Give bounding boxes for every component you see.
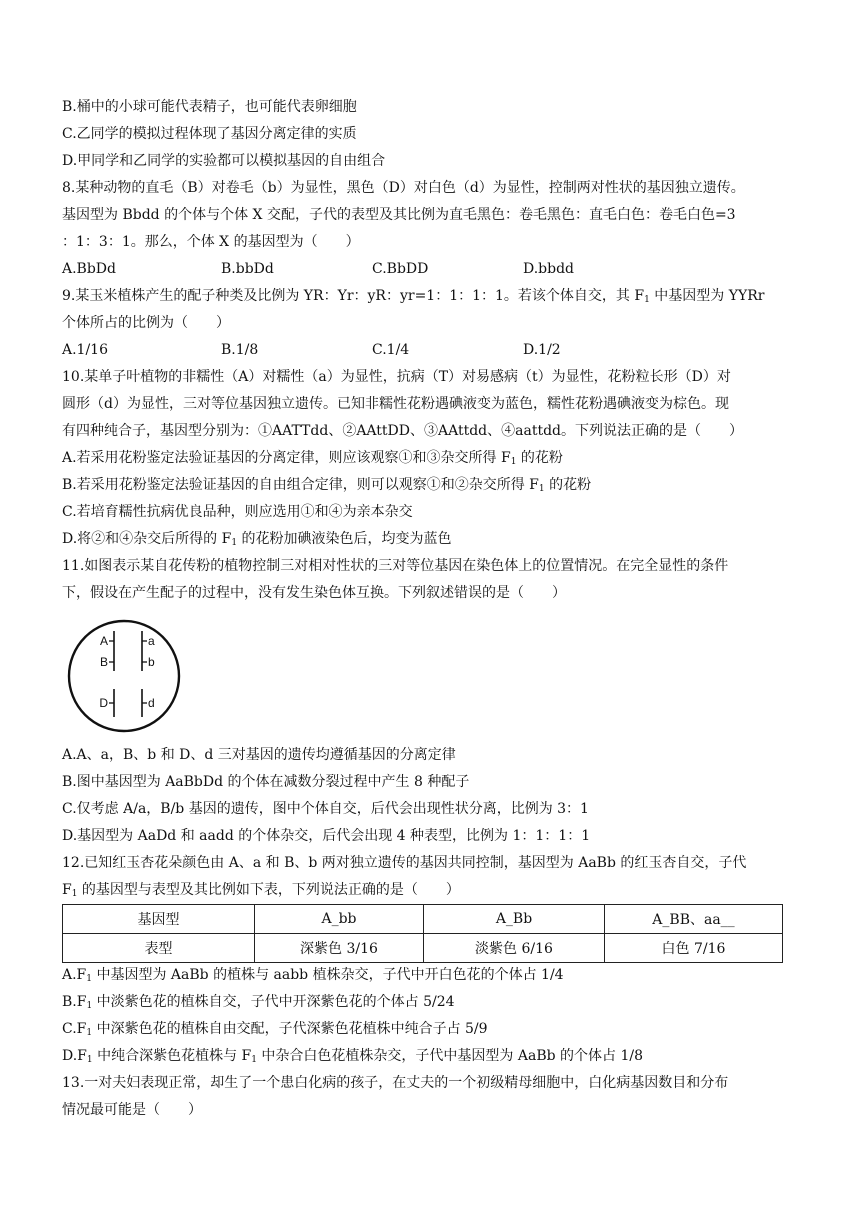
q10-option-c: C.若培育糯性抗病优良品种，则应选用①和④为亲本杂交 (62, 504, 413, 520)
q10-option-d: D.将②和④杂交后所得的 $F_1$ 的花粉加碘液染色后，均变为蓝色 (62, 531, 452, 548)
gene-label-b: b (148, 655, 155, 669)
table-cell: 淡紫色 6/16 (424, 934, 605, 963)
q8-stem-line3: ：1：3：1。那么，个体 X 的基因型为（ ） (62, 234, 360, 250)
chromosome-cell-figure (67, 619, 181, 733)
q8-option-a: A.BbDd (62, 261, 116, 277)
table-cell: 白色 7/16 (605, 934, 783, 963)
q8-stem-line2: 基因型为 Bbdd 的个体与个体 X 交配，子代的表型及其比例为直毛黑色：卷毛黑色：直毛白色：卷毛白色=3 (62, 207, 736, 223)
table-cell: A_BB、aa__ (605, 905, 783, 934)
gene-label-a: a (148, 634, 155, 648)
q11-stem-line2: 下，假设在产生配子的过程中，没有发生染色体互换。下列叙述错误的是（ ） (62, 585, 566, 601)
gene-label-B: B (99, 655, 108, 669)
q10-stem-line3: 有四种纯合子，基因型分别为：①AATTdd、②AAttDD、③AAttdd、④aattdd。下列说法正确的是（ ） (62, 423, 744, 439)
q12-option-d: $D.F_1$ 中纯合深紫色花植株与 $F_1$ 中杂合白色花植株杂交，子代中基因型为 AaBb 的个体占 1/8 (62, 1048, 644, 1065)
q9-stem-line2: 个体所占的比例为（ ） (62, 315, 230, 331)
q12-stem-line2: $F_1$ 的基因型与表型及其比例如下表，下列说法正确的是（ ） (62, 882, 460, 899)
cell-membrane (69, 621, 179, 731)
q8-option-d: D.bbdd (523, 261, 575, 277)
q8-option-b: B.bbDd (221, 261, 274, 277)
q12-option-a: $A.F_1$ 中基因型为 AaBb 的植株与 aabb 植株杂交，子代中开白色花的个体占 1/4 (62, 967, 564, 984)
table-row (63, 934, 783, 963)
q11-option-a: A.A、a，B、b 和 D、d 三对基因的遗传均遵循基因的分离定律 (62, 747, 456, 763)
q8-stem-line1: 8.某种动物的直毛（B）对卷毛（b）为显性，黑色（D）对白色（d）为显性，控制两对性状的基因独立遗传。 (62, 180, 745, 196)
table-cell: 表型 (63, 934, 255, 963)
q11-option-b: B.图中基因型为 AaBbDd 的个体在减数分裂过程中产生 8 种配子 (62, 774, 470, 790)
q10-option-b: B.若采用花粉鉴定法验证基因的自由组合定律，则可以观察①和②杂交所得 $F_1$ 的花粉 (62, 477, 592, 494)
q12-stem-line1: 12.已知红玉杏花朵颜色由 A、a 和 B、b 两对独立遗传的基因共同控制，基因型为 AaBb 的红玉杏自交，子代 (62, 855, 747, 871)
q10-stem-line2: 圆形（d）为显性，三对等位基因独立遗传。已知非糯性花粉遇碘液变为蓝色，糯性花粉遇碘液变为棕色。现 (62, 396, 729, 412)
q8-options (62, 259, 802, 279)
table-cell: 深紫色 3/16 (255, 934, 424, 963)
q9-option-c: C.1/4 (372, 342, 410, 358)
genotype-phenotype-table (62, 904, 783, 963)
q10-option-a: A.若采用花粉鉴定法验证基因的分离定律，则应该观察①和③杂交所得 $F_1$ 的花粉 (62, 450, 563, 467)
q12-option-b: $B.F_1$ 中淡紫色花的植株自交，子代中开深紫色花的个体占 5/24 (62, 994, 455, 1011)
q10-stem-line1: 10.某单子叶植物的非糯性（A）对糯性（a）为显性，抗病（T）对易感病（t）为显性，花粉粒长形（D）对 (62, 369, 731, 385)
gene-label-D: D (99, 696, 108, 710)
gene-label-d: d (148, 696, 155, 710)
q7-option-d: D.甲同学和乙同学的实验都可以模拟基因的自由组合 (62, 153, 386, 169)
q8-option-c: C.BbDD (372, 261, 429, 277)
q11-stem-line1: 11.如图表示某自花传粉的植物控制三对相对性状的三对等位基因在染色体上的位置情况。在完全显性的条件 (62, 558, 729, 574)
gene-label-A: A (99, 634, 108, 648)
q7-option-c: C.乙同学的模拟过程体现了基因分离定律的实质 (62, 126, 357, 142)
q9-options (62, 340, 802, 360)
q12-option-c: $C.F_1$ 中深紫色花的植株自由交配，子代深紫色花植株中纯合子占 5/9 (62, 1021, 488, 1038)
q13-stem-line1: 13.一对夫妇表现正常，却生了一个患白化病的孩子，在丈夫的一个初级精母细胞中，白化病基因数目和分布 (62, 1075, 729, 1091)
table-cell: A_Bb (424, 905, 605, 934)
table-header-row (63, 905, 783, 934)
q9-stem-line1: 9.某玉米植株产生的配子种类及比例为 YR：Yr：yR：yr=1：1：1：1。若该个体自交，其 $F_1$ 中基因型为 YYRr (62, 288, 765, 305)
q9-option-a: A.1/16 (62, 342, 108, 358)
q7-option-b: B.桶中的小球可能代表精子，也可能代表卵细胞 (62, 99, 357, 115)
table-cell: 基因型 (63, 905, 255, 934)
q9-option-d: D.1/2 (523, 342, 561, 358)
q11-option-c: C.仅考虑 A/a，B/b 基因的遗传，图中个体自交，后代会出现性状分离，比例为 3：1 (62, 801, 589, 817)
q13-stem-line2: 情况最可能是（ ） (62, 1102, 202, 1118)
table-cell: A_bb (255, 905, 424, 934)
q9-option-b: B.1/8 (221, 342, 259, 358)
q11-option-d: D.基因型为 AaDd 和 aadd 的个体杂交，后代会出现 4 种表型，比例为 1：1：1：1 (62, 828, 591, 844)
